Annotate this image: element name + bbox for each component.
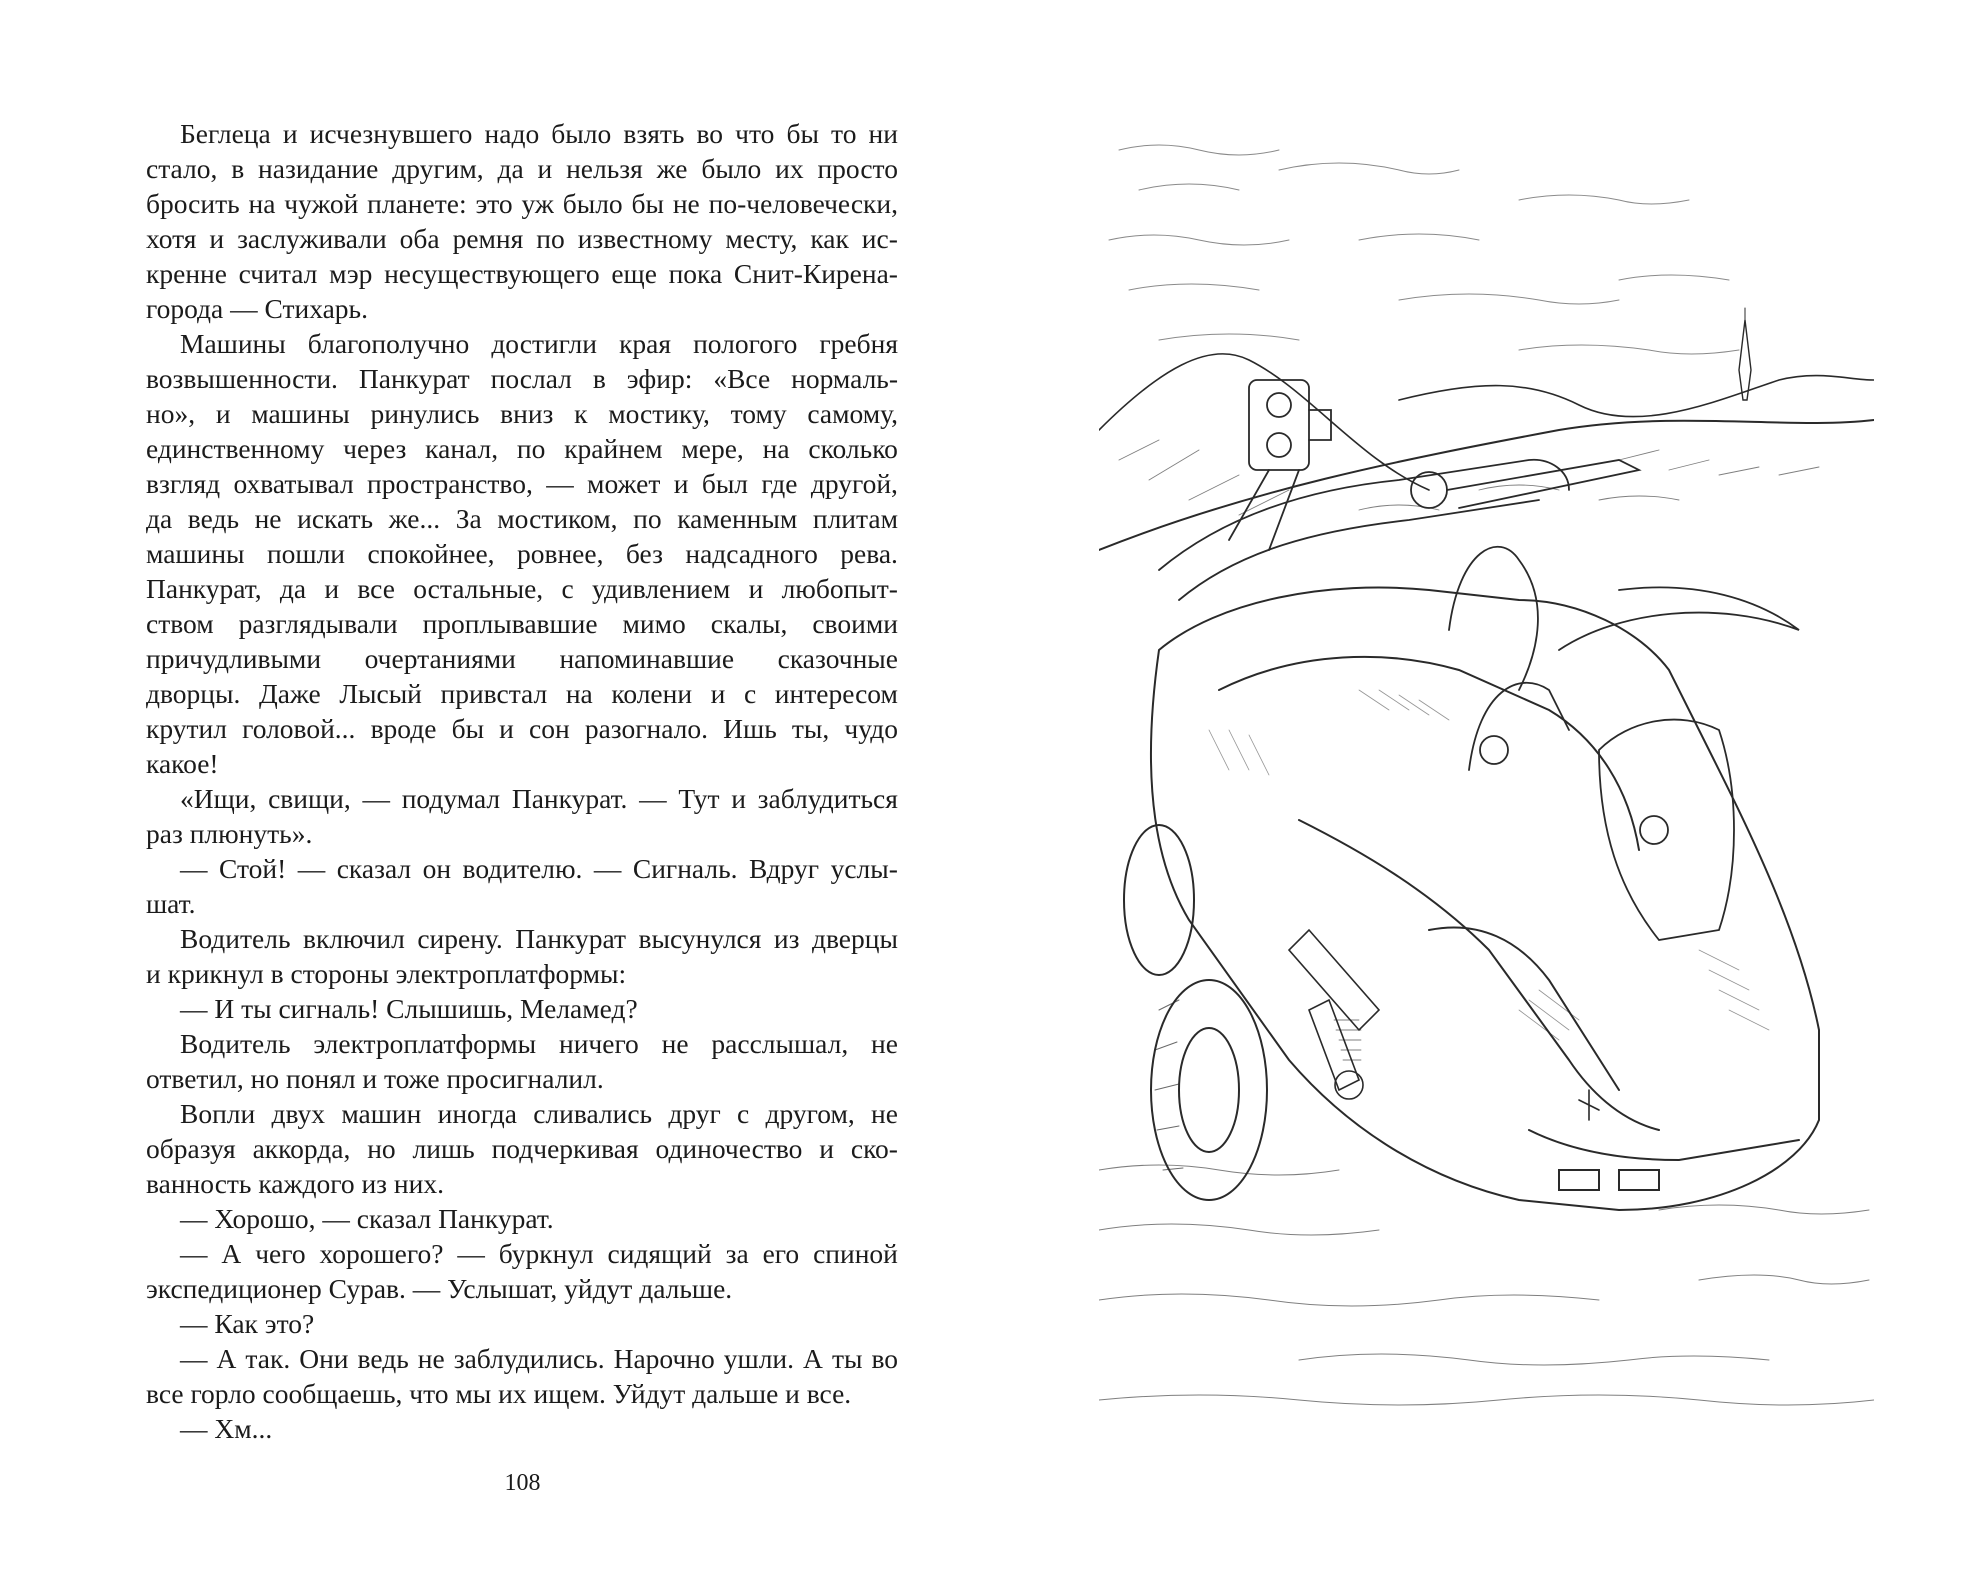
text-line <box>146 746 898 781</box>
turret-arm <box>1159 380 1639 600</box>
text-line-content: — Стой! — сказал он водителю. — Сигналь. Вдруг услы- <box>180 853 898 884</box>
text-line <box>146 816 898 851</box>
text-line-content: — А так. Они ведь не заблудились. Нарочно ушли. А ты во <box>180 1343 898 1374</box>
wheels <box>1124 825 1267 1200</box>
text-line <box>146 466 898 501</box>
text-line <box>146 536 898 571</box>
right-page-illustration <box>1099 130 1874 1440</box>
text-line-content: причудливыми очертаниями напоминавшие сказочные <box>146 643 898 674</box>
text-line <box>146 921 898 956</box>
text-line-content: Водитель включил сирену. Панкурат высунулся из дверцы <box>180 923 898 954</box>
text-line-content: стало, в назидание другим, да и нельзя же было их просто <box>146 153 898 184</box>
cockpit <box>1449 547 1799 940</box>
page-number: 108 <box>504 1470 541 1496</box>
text-line <box>146 1271 898 1306</box>
text-line <box>146 1306 898 1341</box>
text-line <box>146 1026 898 1061</box>
text-line <box>146 1166 898 1201</box>
text-line-content: — И ты сигналь! Слышишь, Меламед? <box>180 993 638 1024</box>
text-line <box>146 116 898 151</box>
text-line <box>146 361 898 396</box>
text-line-content: кренне считал мэр несуществующего еще пока Снит-Кирена- <box>146 258 898 289</box>
text-line <box>146 571 898 606</box>
text-line <box>146 326 898 361</box>
text-line <box>146 711 898 746</box>
text-line <box>146 1376 898 1411</box>
vehicle-shading <box>1209 690 1769 1040</box>
text-line <box>146 641 898 676</box>
text-line-content: все горло сообщаешь, что мы их ищем. Уйдут дальше и все. <box>146 1378 852 1409</box>
text-line <box>146 151 898 186</box>
text-line <box>146 291 898 326</box>
text-line <box>146 1061 898 1096</box>
text-line <box>146 1131 898 1166</box>
text-line <box>146 431 898 466</box>
rocket-icon <box>1739 320 1751 400</box>
text-line-content: но», и машины ринулись вниз к мостику, тому самому, <box>146 398 898 429</box>
text-line-content: хотя и заслуживали оба ремня по известному месту, как ис- <box>146 223 898 254</box>
text-line-content: экспедиционер Сурав. — Услышат, уйдут дальше. <box>146 1273 733 1304</box>
text-line <box>146 501 898 536</box>
text-line <box>146 886 898 921</box>
text-line-content: ством разглядывали проплывавшие мимо скалы, своими <box>146 608 898 639</box>
text-line-content: — Как это? <box>180 1308 315 1339</box>
text-line-content: — Хм... <box>180 1413 273 1444</box>
text-line-content: возвышенности. Панкурат послал в эфир: «Все нормаль- <box>146 363 898 394</box>
text-line <box>146 851 898 886</box>
text-line <box>146 991 898 1026</box>
left-page-text <box>146 116 898 1446</box>
text-line <box>146 956 898 991</box>
ground-hatching <box>1099 1165 1874 1405</box>
text-line-content: — Хорошо, — сказал Панкурат. <box>180 1203 554 1234</box>
vehicle-body <box>1151 588 1819 1211</box>
text-line-content: «Ищи, свищи, — подумал Панкурат. — Тут и заблудиться <box>180 783 898 814</box>
text-line-content: и крикнул в стороны электроплатформы: <box>146 958 627 989</box>
text-line <box>146 1411 898 1446</box>
ridge-main <box>1099 420 1874 550</box>
text-line-content: образуя аккорда, но лишь подчеркивая одиночество и ско- <box>146 1133 898 1164</box>
text-line-content: машины пошли спокойнее, ровнее, без надсадного рева. <box>146 538 898 569</box>
text-line <box>146 1096 898 1131</box>
text-line-content: крутил головой... вроде бы и сон разогнало. Ишь ты, чудо <box>146 713 898 744</box>
text-line <box>146 676 898 711</box>
text-line-content: Водитель электроплатформы ничего не расслышал, не <box>180 1028 898 1059</box>
text-line <box>146 1341 898 1376</box>
text-line-content: дворцы. Даже Лысый привстал на колени и с интересом <box>146 678 898 709</box>
text-line <box>146 781 898 816</box>
text-line-content: ответил, но понял и тоже просигналил. <box>146 1063 604 1094</box>
text-line-content: Панкурат, да и все остальные, с удивлением и любопыт- <box>146 573 898 604</box>
text-line <box>146 396 898 431</box>
text-line <box>146 606 898 641</box>
text-line-content: Машины благополучно достигли края пологого гребня <box>180 328 898 359</box>
hill-right <box>1399 376 1874 417</box>
text-line-content: Беглеца и исчезнувшего надо было взять во что бы то ни <box>180 118 898 149</box>
text-line-content: раз плюнуть». <box>146 818 313 849</box>
text-line-content: да ведь не искать же... За мостиком, по каменным плитам <box>146 503 898 534</box>
text-line-content: ванность каждого из них. <box>146 1168 444 1199</box>
text-line-content: шат. <box>146 888 196 919</box>
text-line <box>146 221 898 256</box>
text-line-content: единственному через канал, по крайнем мере, на сколько <box>146 433 898 464</box>
text-line <box>146 256 898 291</box>
text-line-content: бросить на чужой планете: это уж было бы не по-человечески, <box>146 188 898 219</box>
text-line-content: — А чего хорошего? — буркнул сидящий за его спиной <box>180 1238 898 1269</box>
vehicle-illustration-icon <box>1099 130 1874 1440</box>
text-line <box>146 186 898 221</box>
text-line-content: города — Стихарь. <box>146 293 368 324</box>
text-line-content: взгляд охватывал пространство, — может и был где другой, <box>146 468 898 499</box>
text-line-content: какое! <box>146 748 219 779</box>
text-line <box>146 1201 898 1236</box>
sky-hatching <box>1109 145 1739 354</box>
text-line-content: Вопли двух машин иногда сливались друг с другом, не <box>180 1098 898 1129</box>
text-line <box>146 1236 898 1271</box>
